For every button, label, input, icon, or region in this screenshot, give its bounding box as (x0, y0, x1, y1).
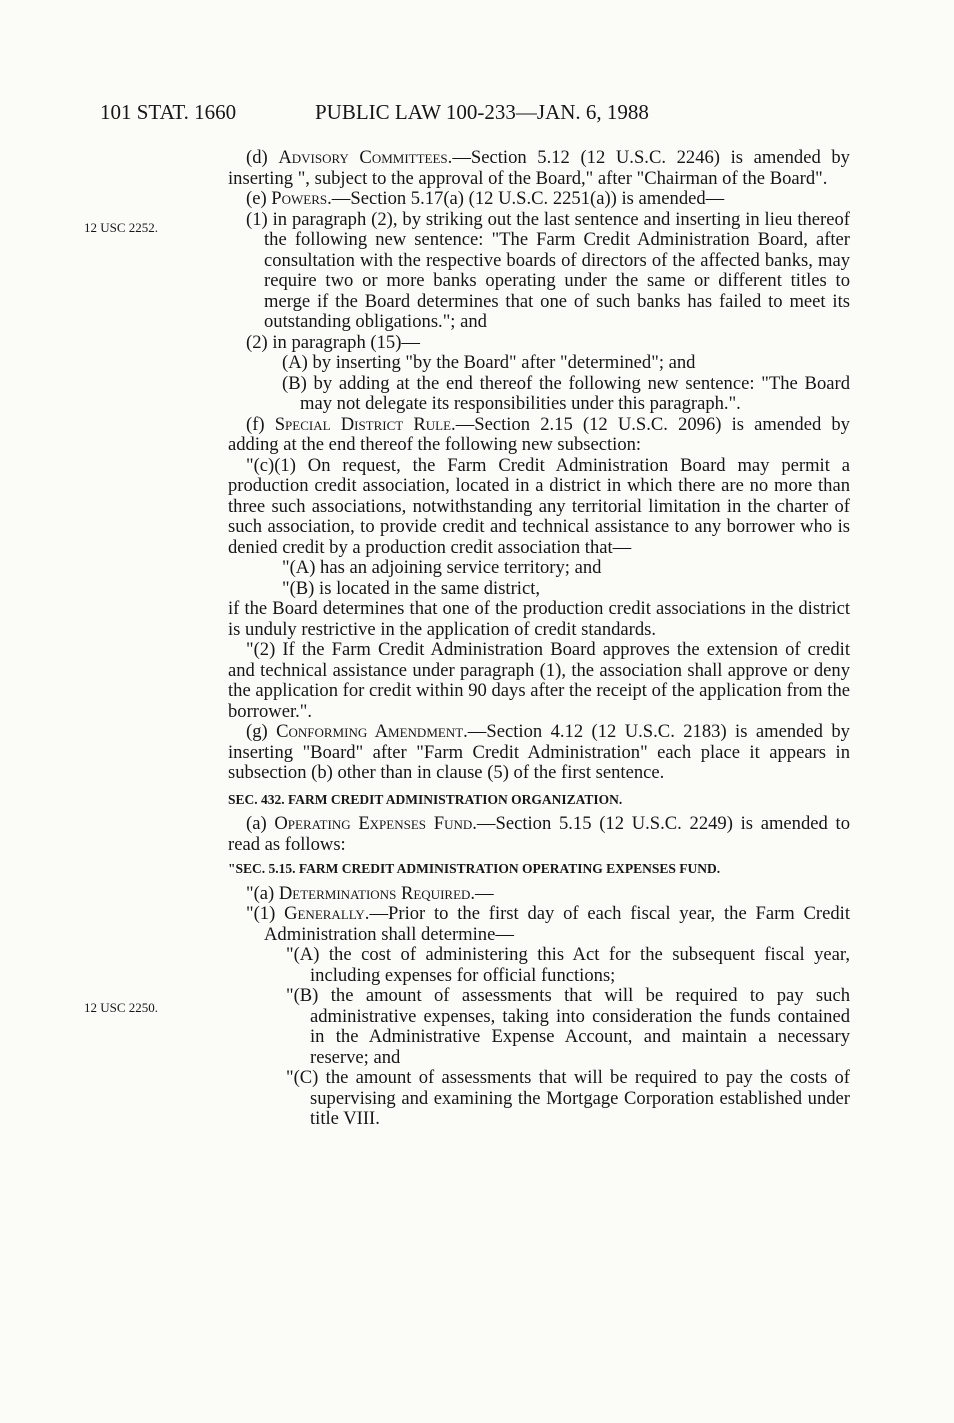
paragraph: "(B) the amount of assessments that will be required to pay such administrative expenses, taking into consideration the funds contained in the Administrative Expense Account, and maintain a necessary reserve; and (286, 985, 850, 1068)
paragraph: (A) by inserting "by the Board" after "determined"; and (282, 352, 696, 373)
paragraph: "(c)(1) On request, the Farm Credit Administration Board may permit a production credit association, located in a district in which there are no more than three such associations, notwithstanding any territorial limitation in the charter of such association, to provide credit and technical assistance to any borrower who is denied credit by a production credit association that— (228, 454, 850, 558)
law-title: PUBLIC LAW 100-233—JAN. 6, 1988 (315, 100, 649, 124)
section-heading: SEC. 432. FARM CREDIT ADMINISTRATION ORGANIZATION. (228, 791, 623, 807)
paragraph: (d) Advisory Committees.—Section 5.12 (12 U.S.C. 2246) is amended by inserting ", subject to the approval of the Board," after "Chairman of the Board". (228, 147, 850, 189)
paragraph: (1) in paragraph (2), by striking out the last sentence and inserting in lieu thereof the following new sentence: "The Farm Credit Administration Board, after consultation with the respective boards of directors of the affected banks, may require two or more banks operating under the same or different titles to merge if the Board determines that one of such banks has failed to meet its outstanding obligations."; and (246, 208, 850, 332)
section-heading: "SEC. 5.15. FARM CREDIT ADMINISTRATION OPERATING EXPENSES FUND. (228, 861, 721, 876)
paragraph: (e) Powers.—Section 5.17(a) (12 U.S.C. 2251(a)) is amended— (246, 188, 725, 209)
paragraph: (B) by adding at the end thereof the following new sentence: "The Board may not delegate its responsibilities under this paragraph.". (282, 372, 850, 414)
paragraph: "(2) If the Farm Credit Administration Board approves the extension of credit and technical assistance under paragraph (1), the association shall approve or deny the application for credit within 90 days after the receipt of the application from the borrower.". (228, 639, 850, 722)
paragraph: "(a) Determinations Required.— (246, 882, 494, 904)
paragraph: "(A) the cost of administering this Act for the subsequent fiscal year, including expenses for official functions; (286, 944, 850, 986)
paragraph: (f) Special District Rule.—Section 2.15 (12 U.S.C. 2096) is amended by adding at the end thereof the following new subsection: (228, 413, 850, 455)
margin-citation: 12 USC 2252. (84, 220, 159, 235)
document-body (228, 148, 850, 1130)
margin-citation: 12 USC 2250. (84, 1000, 159, 1015)
paragraph: (2) in paragraph (15)— (246, 331, 420, 353)
statute-reference: 101 STAT. 1660 (100, 100, 237, 124)
paragraph: "(A) has an adjoining service territory; and (282, 557, 602, 578)
paragraph: (g) Conforming Amendment.—Section 4.12 (12 U.S.C. 2183) is amended by inserting "Board" after "Farm Credit Administration" each place it appears in subsection (b) other than in clause (5) of the first sentence. (228, 721, 850, 783)
paragraph: "(C) the amount of assessments that will be required to pay the costs of supervising and examining the Mortgage Corporation established under title VIII. (286, 1067, 850, 1129)
paragraph: "(1) Generally.—Prior to the first day of each fiscal year, the Farm Credit Administration shall determine— (246, 903, 850, 945)
paragraph: (a) Operating Expenses Fund.—Section 5.15 (12 U.S.C. 2249) is amended to read as follows: (228, 813, 850, 855)
paragraph: "(B) is located in the same district, (282, 577, 541, 599)
paragraph: if the Board determines that one of the production credit associations in the district is unduly restrictive in the application of credit standards. (228, 598, 850, 640)
